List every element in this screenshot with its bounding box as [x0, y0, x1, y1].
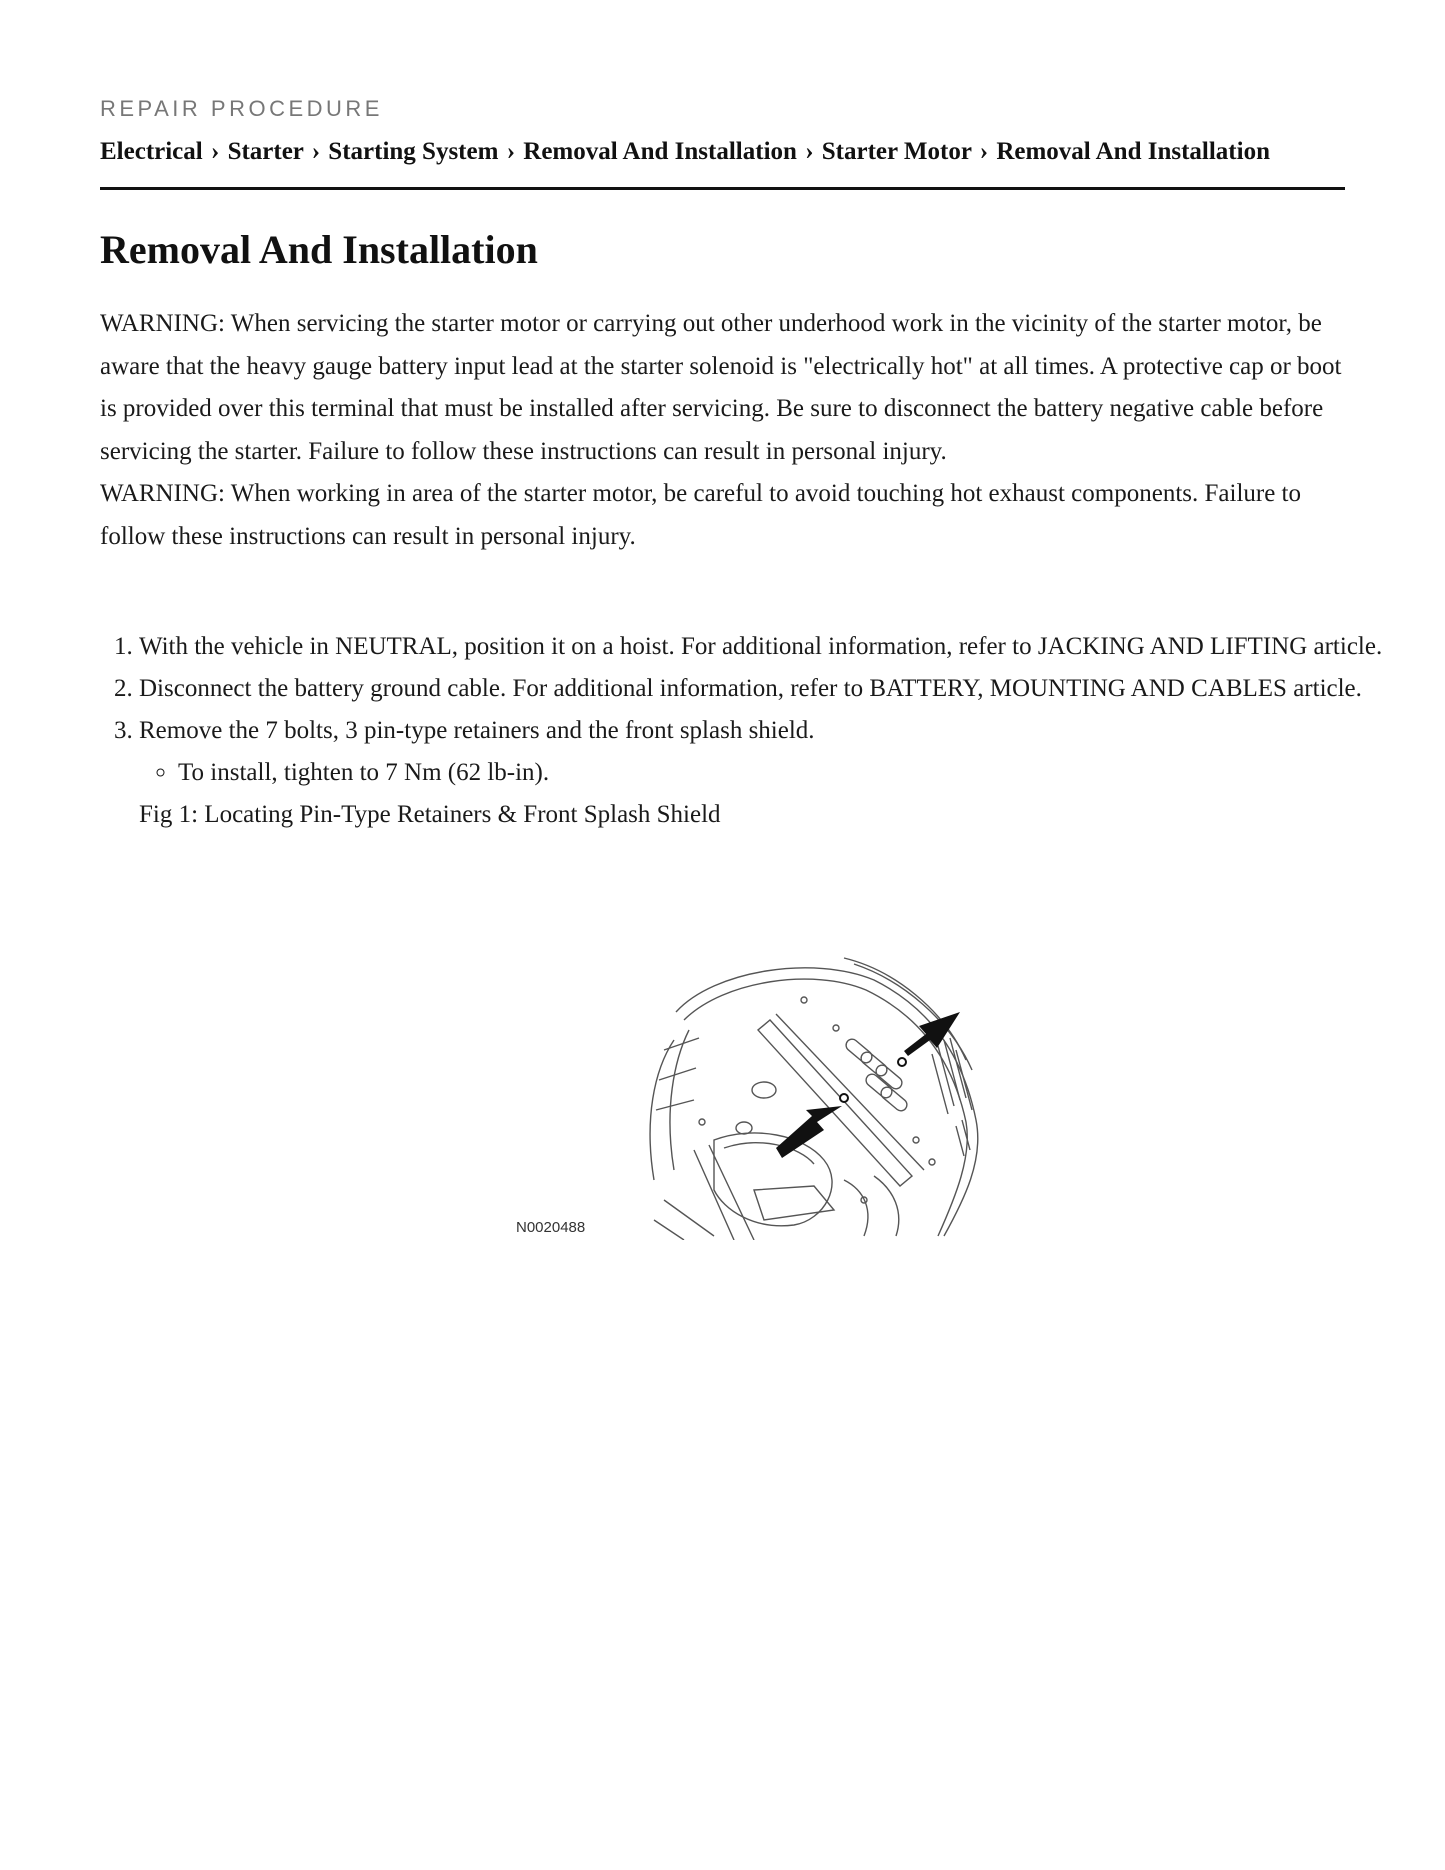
- step-item: [139, 710, 1384, 836]
- figure-splash-shield: [514, 950, 1044, 1240]
- warning-text: WARNING: When servicing the starter motor or carrying out other underhood work in the vicinity of the starter motor, be aware that the heavy gauge battery input lead at the starter solenoid is "electrically hot" at all times. A protective cap or boot is provided over this terminal that must be installed after servicing. Be sure to disconnect the battery negative cable before servicing the starter. Failure to follow these instructions can result in personal injury.: [100, 310, 1342, 465]
- breadcrumb-separator: ›: [805, 138, 814, 165]
- figure-id-label: N0020488: [516, 1219, 586, 1236]
- breadcrumb-item-removal-installation[interactable]: Removal And Installation: [523, 138, 797, 165]
- splash-shield-illustration: [514, 950, 1044, 1240]
- breadcrumb-separator: ›: [210, 138, 220, 165]
- step-text: Disconnect the battery ground cable. For additional information, refer to BATTERY, MOUNTING AND CABLES article.: [139, 675, 1362, 702]
- section-kicker: REPAIR PROCEDURE: [100, 96, 383, 121]
- warning-text: WARNING: When working in area of the starter motor, be careful to avoid touching hot exhaust components. Failure to follow these instructions can result in personal injury.: [100, 480, 1302, 550]
- breadcrumb-item-starter-motor[interactable]: Starter Motor: [821, 138, 972, 165]
- breadcrumb-separator: ›: [979, 138, 989, 165]
- breadcrumb-separator: ›: [506, 138, 516, 165]
- step-item: [139, 668, 1384, 710]
- retainer-icon: [898, 1058, 906, 1066]
- breadcrumb: [100, 138, 1345, 166]
- substep-list: [139, 752, 1384, 794]
- breadcrumb-item-starter[interactable]: Starter: [227, 138, 304, 165]
- retainer-icon: [840, 1094, 848, 1102]
- arrow-icon: [776, 1106, 842, 1158]
- substep-item: ◦ To install, tighten to 7 Nm (62 lb-in).: [178, 752, 1384, 794]
- breadcrumb-item-electrical[interactable]: Electrical: [100, 138, 203, 165]
- warnings-block: [100, 303, 1345, 558]
- breadcrumb-item-starting-system[interactable]: Starting System: [328, 138, 499, 165]
- breadcrumb-item-current: Removal And Installation: [996, 138, 1270, 165]
- figure-caption: Fig 1: Locating Pin-Type Retainers & Front Splash Shield: [139, 801, 721, 828]
- page-title: Removal And Installation: [100, 227, 538, 272]
- breadcrumb-separator: ›: [311, 138, 321, 165]
- step-text: Remove the 7 bolts, 3 pin-type retainers and the front splash shield.: [139, 717, 815, 744]
- header-divider: [100, 187, 1345, 190]
- step-text: With the vehicle in NEUTRAL, position it on a hoist. For additional information, refer to JACKING AND LIFTING article.: [139, 633, 1383, 660]
- step-item: [139, 626, 1384, 668]
- procedure-steps: [100, 626, 1384, 836]
